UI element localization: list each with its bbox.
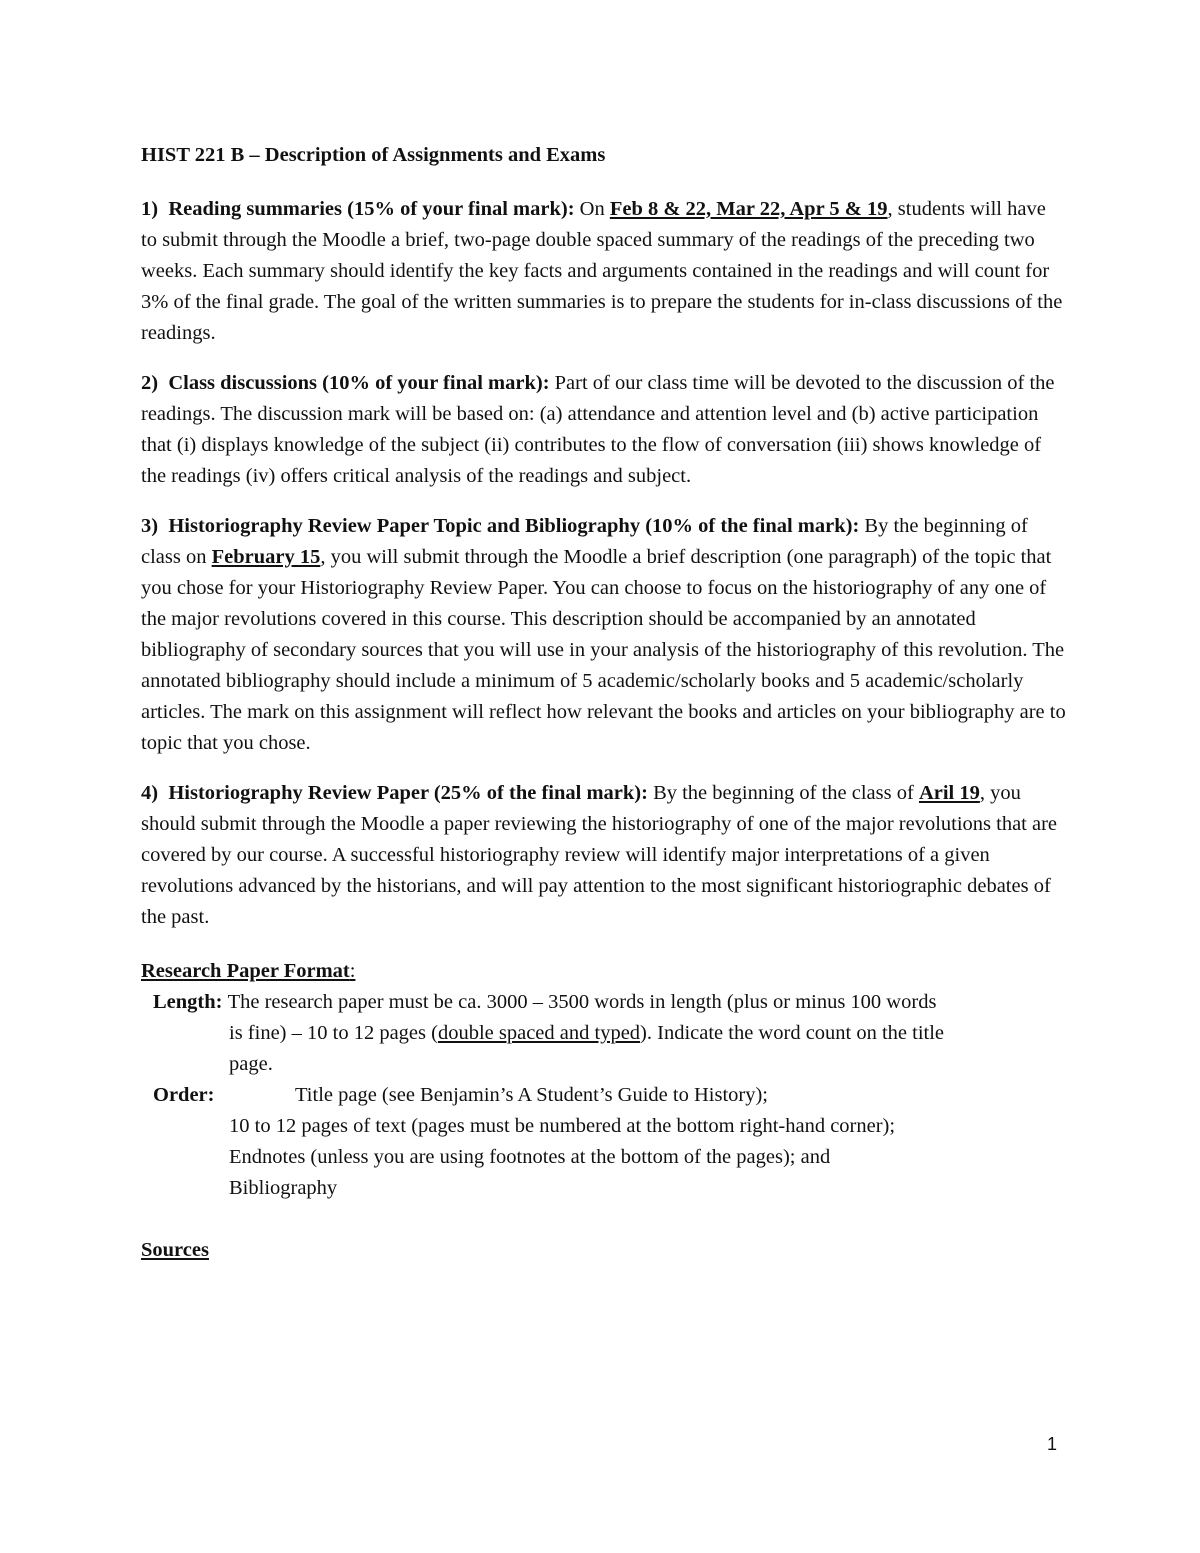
item-number: 1) xyxy=(141,198,159,220)
item-body: , you will submit through the Moodle a brief description (one paragraph) of the topic that you chose for your Historiography Review Paper. You can choose to focus on the historiography of any one of the major revolutions covered in this course. This description should be accompanied by an annotated bibliography of secondary sources that you will use in your analysis of the historiography of this revolution. The annotated bibliography should include a minimum of 5 academic/scholarly books and 5 academic/scholarly articles. The mark on this assignment will reflect how relevant the books and articles on your bibliography are to topic that you chose. xyxy=(141,546,1066,754)
item-heading: Historiography Review Paper (25% of the final mark): xyxy=(168,782,648,804)
page-number: 1 xyxy=(1046,1434,1057,1454)
assignment-review-paper xyxy=(141,778,1066,933)
item-heading: Historiography Review Paper Topic and Bibliography (10% of the final mark): xyxy=(168,515,860,537)
length-label: Length: xyxy=(153,991,223,1013)
sources-heading: Sources xyxy=(141,1239,209,1261)
item-pre: By the beginning of class on xyxy=(141,515,1028,568)
length-line-2: is fine) – 10 to 12 pages (double spaced and typed). Indicate the word count on the title xyxy=(229,1022,945,1044)
item-date: February 15 xyxy=(211,546,321,568)
assignment-class-discussions xyxy=(141,368,1066,492)
order-label: Order: xyxy=(153,1084,215,1106)
order-line-1: Title page (see Benjamin’s A Student’s Guide to History); xyxy=(295,1084,768,1106)
research-paper-format xyxy=(141,956,1066,1204)
length-row xyxy=(141,987,1066,1018)
item-date: Aril 19 xyxy=(918,782,980,804)
format-heading: Research Paper Format: xyxy=(141,960,356,982)
item-pre: By the beginning of the class of xyxy=(653,782,914,804)
item-number: 2) xyxy=(141,372,159,394)
document-page xyxy=(141,140,1066,1287)
length-line-3: page. xyxy=(229,1053,273,1075)
assignment-reading-summaries xyxy=(141,194,1066,349)
length-line-1: The research paper must be ca. 3000 – 3500 words in length (plus or minus 100 words xyxy=(227,991,937,1013)
item-number: 3) xyxy=(141,515,159,537)
document-title: HIST 221 B – Description of Assignments and Exams xyxy=(141,144,606,166)
item-pre: On xyxy=(579,198,605,220)
item-dates: Feb 8 & 22, Mar 22, Apr 5 & 19 xyxy=(609,198,888,220)
order-line-2: 10 to 12 pages of text (pages must be numbered at the bottom right-hand corner); xyxy=(229,1115,896,1137)
item-number: 4) xyxy=(141,782,159,804)
item-body: Part of our class time will be devoted to the discussion of the readings. The discussion mark will be based on: (a) attendance and attention level and (b) active participation that (i) displays knowledge of the subject (ii) contributes to the flow of conversation (iii) shows knowledge of the readings (iv) offers critical analysis of the readings and subject. xyxy=(141,372,1055,487)
assignment-topic-bibliography xyxy=(141,511,1066,759)
item-heading: Class discussions (10% of your final mark): xyxy=(168,372,550,394)
order-line-4: Bibliography xyxy=(229,1177,338,1199)
order-row xyxy=(141,1080,1066,1111)
item-body: , students will have to submit through the Moodle a brief, two-page double spaced summary of the readings of the preceding two weeks. Each summary should identify the key facts and arguments contained in the readings and will count for 3% of the final grade. The goal of the written summaries is to prepare the students for in-class discussions of the readings. xyxy=(141,198,1063,344)
item-body: , you should submit through the Moodle a paper reviewing the historiography of one of the major revolutions that are covered by our course. A successful historiography review will identify major interpretations of a given revolutions advanced by the historians, and will pay attention to the most significant historiographic debates of the past. xyxy=(141,782,1058,928)
item-heading: Reading summaries (15% of your final mark): xyxy=(168,198,575,220)
order-line-3: Endnotes (unless you are using footnotes at the bottom of the pages); and xyxy=(229,1146,831,1168)
